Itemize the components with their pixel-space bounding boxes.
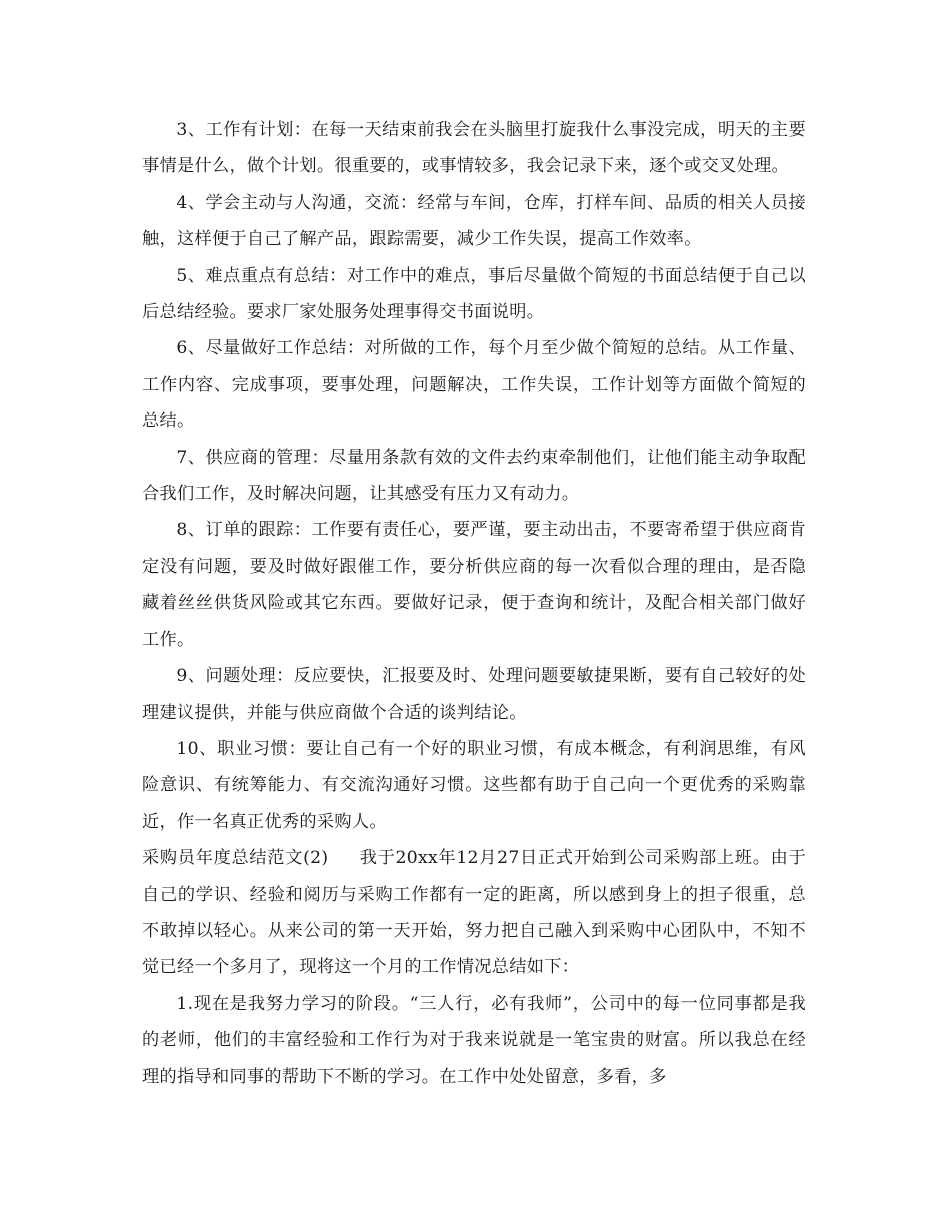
section-2-title: 采购员年度总结范文(2) [142, 848, 329, 869]
paragraph-5-summary-difficulties: 5、难点重点有总结：对工作中的难点，事后尽量做个简短的书面总结便于自己以后总结经验。要求厂家处服务处理事得交书面说明。 [142, 265, 806, 323]
paragraph-6-work-summary: 6、尽量做好工作总结：对所做的工作，每个月至少做个简短的总结。从工作量、工作内容、完成事项，要事处理，问题解决，工作失误，工作计划等方面做个简短的总结。 [142, 338, 806, 432]
paragraph-7-supplier-management: 7、供应商的管理：尽量用条款有效的文件去约束牵制他们，让他们能主动争取配合我们工作，及时解决问题，让其感受有压力又有动力。 [142, 447, 806, 505]
section-2-item-1: 1.现在是我努力学习的阶段。“三人行，必有我师”，公司中的每一位同事都是我的老师，他们的丰富经验和工作行为对于我来说就是一笔宝贵的财富。所以我总在经理的指导和同事的帮助下不断的学习。在工作中处处留意，多看，多 [142, 993, 806, 1087]
section-2-intro-text: 我于20xx年12月27日正式开始到公司采购部上班。由于自己的学识、经验和阅历与采购工作都有一定的距离，所以感到身上的担子很重，总不敢掉以轻心。从来公司的第一天开始，努力把自己融入到采购中心团队中，不知不觉已经一个多月了，现将这一个月的工作情况总结如下： [142, 848, 807, 978]
section-2-intro-paragraph [142, 840, 806, 986]
paragraph-4-communication: 4、学会主动与人沟通，交流：经常与车间，仓库，打样车间、品质的相关人员接触，这样便于自己了解产品，跟踪需要，减少工作失误，提高工作效率。 [142, 192, 806, 250]
document-page [142, 112, 806, 1095]
paragraph-8-order-tracking: 8、订单的跟踪：工作要有责任心，要严谨，要主动出击，不要寄希望于供应商肯定没有问题，要及时做好跟催工作，要分析供应商的每一次看似合理的理由，是否隐藏着丝丝供货风险或其它东西。要做好记录，便于查询和统计，及配合相关部门做好工作。 [142, 520, 806, 650]
paragraph-3-work-plan: 3、工作有计划：在每一天结束前我会在头脑里打旋我什么事没完成，明天的主要事情是什么，做个计划。很重要的，或事情较多，我会记录下来，逐个或交叉处理。 [142, 120, 806, 177]
paragraph-9-problem-handling: 9、问题处理：反应要快，汇报要及时、处理问题要敏捷果断，要有自己较好的处理建议提供，并能与供应商做个合适的谈判结论。 [142, 666, 806, 723]
paragraph-10-professional-habits: 10、职业习惯：要让自己有一个好的职业习惯，有成本概念，有利润思维，有风险意识、有统筹能力、有交流沟通好习惯。这些都有助于自己向一个更优秀的采购靠近，作一名真正优秀的采购人。 [142, 738, 806, 832]
